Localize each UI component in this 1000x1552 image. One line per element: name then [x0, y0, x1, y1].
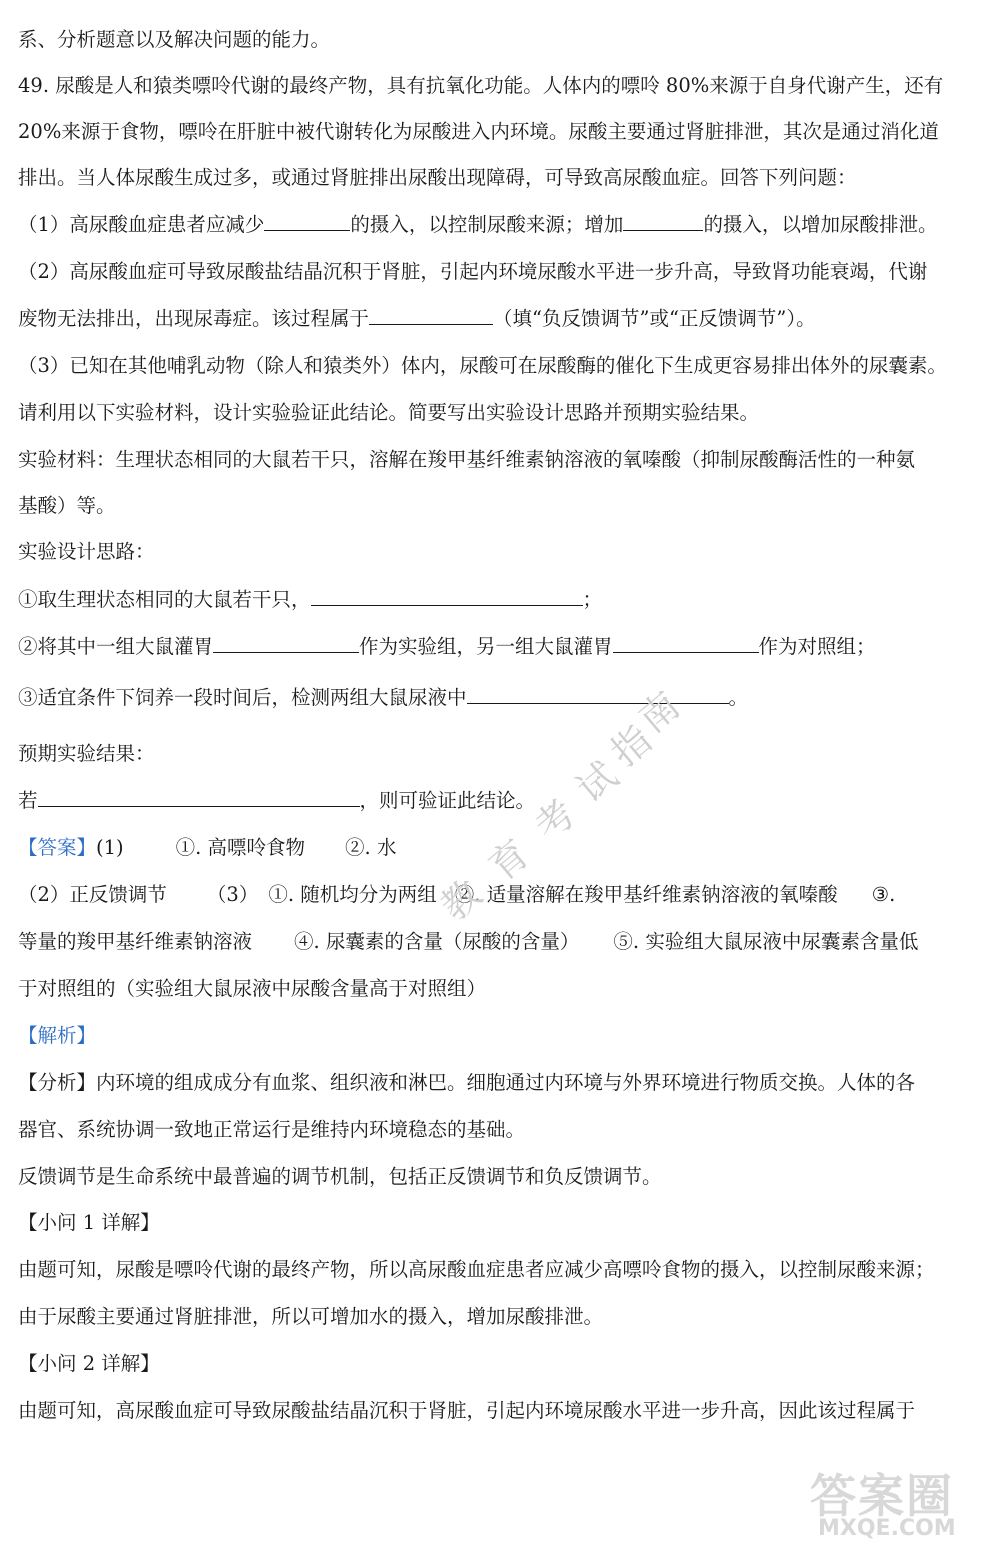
text-line: 请利用以下实验材料，设计实验验证此结论。简要写出实验设计思路并预期实验结果。 [18, 401, 760, 424]
text-segment: （填“负反馈调节”或“正反馈调节”）。 [493, 307, 816, 330]
answer-line-3 [18, 928, 918, 956]
text-segment: 作为实验组，另一组大鼠灌胃 [359, 635, 613, 658]
text-segment: 。 [728, 686, 749, 709]
text-segment: ②. 水 [345, 836, 397, 859]
answer-line-4: 于对照组的（实验组大鼠尿液中尿酸含量高于对照组） [18, 977, 487, 1000]
text-line [18, 305, 816, 333]
text-segment: ③. [871, 883, 896, 906]
watermark-char: 考 [526, 791, 584, 850]
text-segment: ④. 尿囊素的含量（尿酸的含量） [294, 930, 580, 953]
text-segment: 若 [18, 789, 38, 812]
text-segment: ③适宜条件下饲养一段时间后，检测两组大鼠尿液中 [18, 686, 467, 709]
text-segment: ②. 适量溶解在羧甲基纤维素钠溶液的氧嗪酸 [454, 883, 838, 906]
text-line: 实验材料：生理状态相同的大鼠若干只，溶解在羧甲基纤维素钠溶液的氧嗪酸（抑制尿酸酶活性的一种氨 [18, 448, 916, 471]
answer-tag: 【答案】 [18, 836, 97, 859]
sub-question-3: （3）已知在其他哺乳动物（除人和猿类外）体内，尿酸可在尿酸酶的催化下生成更容易排出体外的尿囊素。 [18, 354, 947, 377]
answer-blank [264, 212, 350, 231]
answer-blank [311, 587, 583, 606]
sub-question-1 [18, 211, 937, 239]
sub-question-2: （2）高尿酸血症可导致尿酸盐结晶沉积于肾脏，引起内环境尿酸水平进一步升高，导致肾功能衰竭，代谢 [18, 260, 928, 283]
text-line: 预期实验结果： [18, 742, 155, 765]
text-line: 器官、系统协调一致地正常运行是维持内环境稳态的基础。 [18, 1118, 526, 1141]
watermark-char: 育 [480, 831, 538, 890]
text-segment: ①. 随机均分为两组 [268, 883, 437, 906]
text-segment: 作为对照组； [758, 635, 876, 658]
text-line: 由题可知，尿酸是嘌呤代谢的最终产物，所以高尿酸血症患者应减少高嘌呤食物的摄入，以控制尿酸来源； [18, 1258, 935, 1281]
text-line: 由题可知，高尿酸血症可导致尿酸盐结晶沉积于肾脏，引起内环境尿酸水平进一步升高，因此该过程属于 [18, 1399, 916, 1422]
answer-blank [213, 634, 359, 653]
step-1-line [18, 586, 602, 614]
question-49-line: 49. 尿酸是人和猿类嘌呤代谢的最终产物，具有抗氧化功能。人体内的嘌呤 80%来源于自身代谢产生，还有 [18, 74, 944, 97]
watermark-char: 教 [432, 871, 490, 930]
text-line: 实验设计思路： [18, 540, 155, 563]
text-segment: ⑤. 实验组大鼠尿液中尿囊素含量低 [613, 930, 919, 953]
text-segment: ，则可验证此结论。 [359, 789, 536, 812]
section-heading: 【小问 1 详解】 [18, 1211, 160, 1234]
analysis-line: 【分析】内环境的组成成分有血浆、组织液和淋巴。细胞通过内环境与外界环境进行物质交换。人体的各 [18, 1071, 916, 1094]
site-logo-watermark [810, 1460, 990, 1550]
logo-url: MXQE.COM [818, 1516, 956, 1541]
text-line: 20%来源于食物，嘌呤在肝脏中被代谢转化为尿酸进入内环境。尿酸主要通过肾脏排泄，其次是通过消化道 [18, 120, 939, 143]
answer-blank [613, 634, 759, 653]
watermark-char: 指 [602, 717, 660, 776]
expected-result-line [18, 787, 535, 815]
watermark-char: 南 [630, 683, 688, 742]
step-2-line [18, 633, 876, 661]
text-segment: 的摄入，以增加尿酸排泄。 [703, 213, 938, 236]
watermark-char: 试 [568, 753, 626, 812]
text-segment: （2）正反馈调节 [18, 883, 167, 906]
answer-line-1 [18, 834, 396, 862]
text-segment: ； [582, 588, 603, 611]
text-line: 反馈调节是生命系统中最普遍的调节机制，包括正反馈调节和负反馈调节。 [18, 1165, 662, 1188]
logo-text: 答案圈 [810, 1469, 954, 1523]
text-segment: 等量的羧甲基纤维素钠溶液 [18, 930, 253, 953]
text-segment: ①. 高嘌呤食物 [175, 836, 306, 859]
step-3-line [18, 684, 748, 712]
text-segment: 废物无法排出，出现尿毒症。该过程属于 [18, 307, 370, 330]
text-segment: （1）高尿酸血症患者应减少 [18, 213, 265, 236]
text-segment: 的摄入，以控制尿酸来源；增加 [350, 213, 624, 236]
text-line: 基酸）等。 [18, 494, 116, 517]
text-segment: (1) [96, 836, 124, 859]
answer-line-2 [18, 881, 895, 909]
answer-blank [38, 788, 360, 807]
answer-blank [369, 306, 493, 325]
text-segment: ①取生理状态相同的大鼠若干只， [18, 588, 311, 611]
answer-blank [467, 685, 729, 704]
text-line: 由于尿酸主要通过肾脏排泄，所以可增加水的摄入，增加尿酸排泄。 [18, 1305, 604, 1328]
text-segment: ②将其中一组大鼠灌胃 [18, 635, 214, 658]
answer-blank [623, 212, 703, 231]
text-segment: （3） [206, 883, 259, 906]
text-line: 排出。当人体尿酸生成过多，或通过肾脏排出尿酸出现障碍，可导致高尿酸血症。回答下列问题： [18, 166, 857, 189]
section-heading: 【小问 2 详解】 [18, 1352, 160, 1375]
analysis-tag: 【解析】 [18, 1024, 97, 1047]
text-line: 系、分析题意以及解决问题的能力。 [18, 28, 331, 51]
